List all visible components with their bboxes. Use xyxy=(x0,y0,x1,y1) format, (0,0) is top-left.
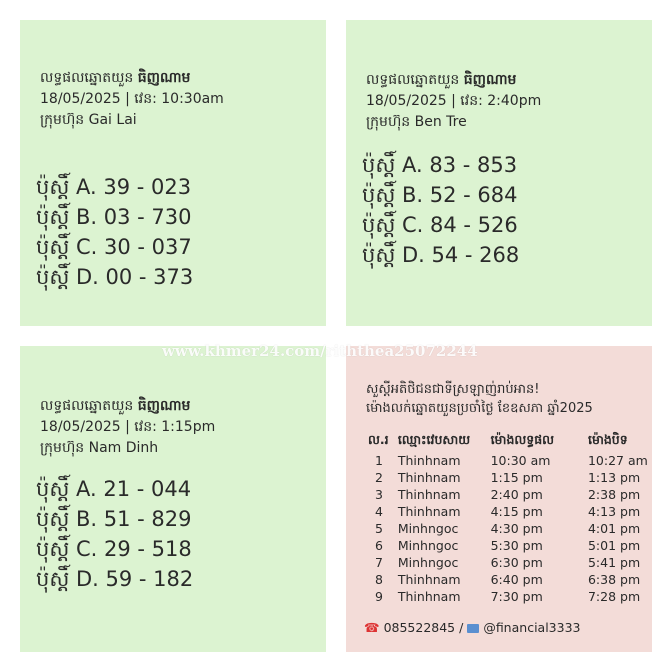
column-header: ម៉ោងលទ្ធផល xyxy=(490,431,555,447)
row-number: 3 xyxy=(374,487,383,502)
result-time: 6:40 pm xyxy=(490,572,543,587)
contact-line xyxy=(364,620,580,635)
website-name: Minhngoc xyxy=(397,521,459,536)
result-row: ប៉ុស្តិ៍ B. 52 - 684 xyxy=(362,183,518,207)
result-row: ប៉ុស្តិ៍ B. 51 - 829 xyxy=(36,507,192,531)
table-row xyxy=(364,554,652,571)
result-row: ប៉ុស្តិ៍ A. 39 - 023 xyxy=(36,175,192,199)
card-title-bold: ធិញណាម xyxy=(137,70,191,86)
result-card-ben-tre xyxy=(346,20,652,326)
result-time: 5:30 pm xyxy=(490,538,543,553)
company-name: Ben Tre xyxy=(414,114,467,130)
column-header: ឈ្មោះវេបសាយ xyxy=(397,431,471,447)
close-time: 10:27 am xyxy=(587,453,648,468)
result-row: ប៉ុស្តិ៍ B. 03 - 730 xyxy=(36,205,192,229)
card-title-bold: ធិញណាម xyxy=(137,398,191,414)
website-name: Minhngoc xyxy=(397,555,459,570)
row-number: 5 xyxy=(374,521,383,536)
schedule-card xyxy=(346,346,652,652)
row-number: 9 xyxy=(374,589,383,604)
close-time: 6:38 pm xyxy=(587,572,641,587)
card-date: 18/05/2025 | វេន: 2:40pm xyxy=(366,93,542,109)
close-time: 5:01 pm xyxy=(587,538,641,553)
card-title: លទ្ធផលឆ្នោតយួន xyxy=(40,398,134,414)
website-name: Thinhnam xyxy=(397,504,461,519)
close-time: 1:13 pm xyxy=(587,470,641,485)
close-time: 7:28 pm xyxy=(587,589,641,604)
close-time: 2:38 pm xyxy=(587,487,641,502)
table-row xyxy=(364,588,652,605)
result-time: 4:30 pm xyxy=(490,521,543,536)
result-time: 4:15 pm xyxy=(490,504,543,519)
company-label: ក្រុមហ៊ុន xyxy=(366,114,411,130)
watermark-text: www.khmer24.com/riththea25072244 xyxy=(162,342,478,360)
card-header xyxy=(366,70,541,133)
card-date: 18/05/2025 | វេន: 10:30am xyxy=(40,91,224,107)
card-header xyxy=(40,68,224,131)
row-number: 4 xyxy=(374,504,383,519)
row-number: 2 xyxy=(374,470,383,485)
table-header-row xyxy=(364,430,652,452)
table-row xyxy=(364,503,652,520)
result-row: ប៉ុស្តិ៍ D. 00 - 373 xyxy=(36,265,194,289)
schedule-table xyxy=(364,430,652,605)
telegram-handle[interactable]: @financial3333 xyxy=(483,620,581,635)
result-row: ប៉ុស្តិ៍ C. 30 - 037 xyxy=(36,235,192,259)
website-name: Thinhnam xyxy=(397,589,461,604)
card-date: 18/05/2025 | វេន: 1:15pm xyxy=(40,419,216,435)
company-name: Gai Lai xyxy=(88,112,137,128)
phone-icon: ☎ xyxy=(364,620,380,635)
website-name: Thinhnam xyxy=(397,487,461,502)
column-header: ម៉ោងបិទ xyxy=(587,431,628,447)
result-row: ប៉ុស្តិ៍ A. 21 - 044 xyxy=(36,477,192,501)
card-title: លទ្ធផលឆ្នោតយួន xyxy=(40,70,134,86)
row-number: 6 xyxy=(374,538,383,553)
table-row xyxy=(364,537,652,554)
table-row xyxy=(364,486,652,503)
results-list xyxy=(36,172,193,292)
website-name: Thinhnam xyxy=(397,470,461,485)
table-row xyxy=(364,452,652,469)
schedule-title xyxy=(366,380,593,418)
company-label: ក្រុមហ៊ុន xyxy=(40,440,85,456)
result-time: 7:30 pm xyxy=(490,589,543,604)
close-time: 5:41 pm xyxy=(587,555,641,570)
company-label: ក្រុមហ៊ុន xyxy=(40,112,85,128)
result-row: ប៉ុស្តិ៍ A. 83 - 853 xyxy=(362,153,518,177)
row-number: 7 xyxy=(374,555,383,570)
results-list xyxy=(36,474,193,594)
company-name: Nam Dinh xyxy=(88,440,159,456)
card-title-bold: ធិញណាម xyxy=(463,72,517,88)
row-number: 1 xyxy=(374,453,383,468)
result-time: 2:40 pm xyxy=(490,487,543,502)
card-title: លទ្ធផលឆ្នោតយួន xyxy=(366,72,460,88)
mailbox-icon xyxy=(467,624,479,633)
result-row: ប៉ុស្តិ៍ D. 54 - 268 xyxy=(362,243,520,267)
website-name: Thinhnam xyxy=(397,453,461,468)
close-time: 4:13 pm xyxy=(587,504,641,519)
table-row xyxy=(364,571,652,588)
result-time: 1:15 pm xyxy=(490,470,543,485)
table-row xyxy=(364,520,652,537)
close-time: 4:01 pm xyxy=(587,521,641,536)
website-name: Thinhnam xyxy=(397,572,461,587)
result-time: 6:30 pm xyxy=(490,555,543,570)
result-card-gai-lai xyxy=(20,20,326,326)
result-row: ប៉ុស្តិ៍ C. 84 - 526 xyxy=(362,213,518,237)
website-name: Minhngoc xyxy=(397,538,459,553)
result-time: 10:30 am xyxy=(490,453,551,468)
greeting-text: សួស្តីអតិថិជនជាទីស្រឡាញ់រាប់អាន! xyxy=(366,382,540,397)
schedule-subtitle: ម៉ោងលក់ឆ្នោតយួនប្រចាំថ្ងៃ ខែឧសភា ឆ្នាំ2025 xyxy=(366,401,593,416)
separator: / xyxy=(459,620,464,635)
phone-number[interactable]: 085522845 xyxy=(383,620,456,635)
result-row: ប៉ុស្តិ៍ C. 29 - 518 xyxy=(36,537,192,561)
result-card-nam-dinh xyxy=(20,346,326,652)
card-header xyxy=(40,396,215,459)
table-row xyxy=(364,469,652,486)
row-number: 8 xyxy=(374,572,383,587)
results-list xyxy=(362,150,519,270)
column-header: ល.រ xyxy=(368,431,389,447)
result-row: ប៉ុស្តិ៍ D. 59 - 182 xyxy=(36,567,194,591)
